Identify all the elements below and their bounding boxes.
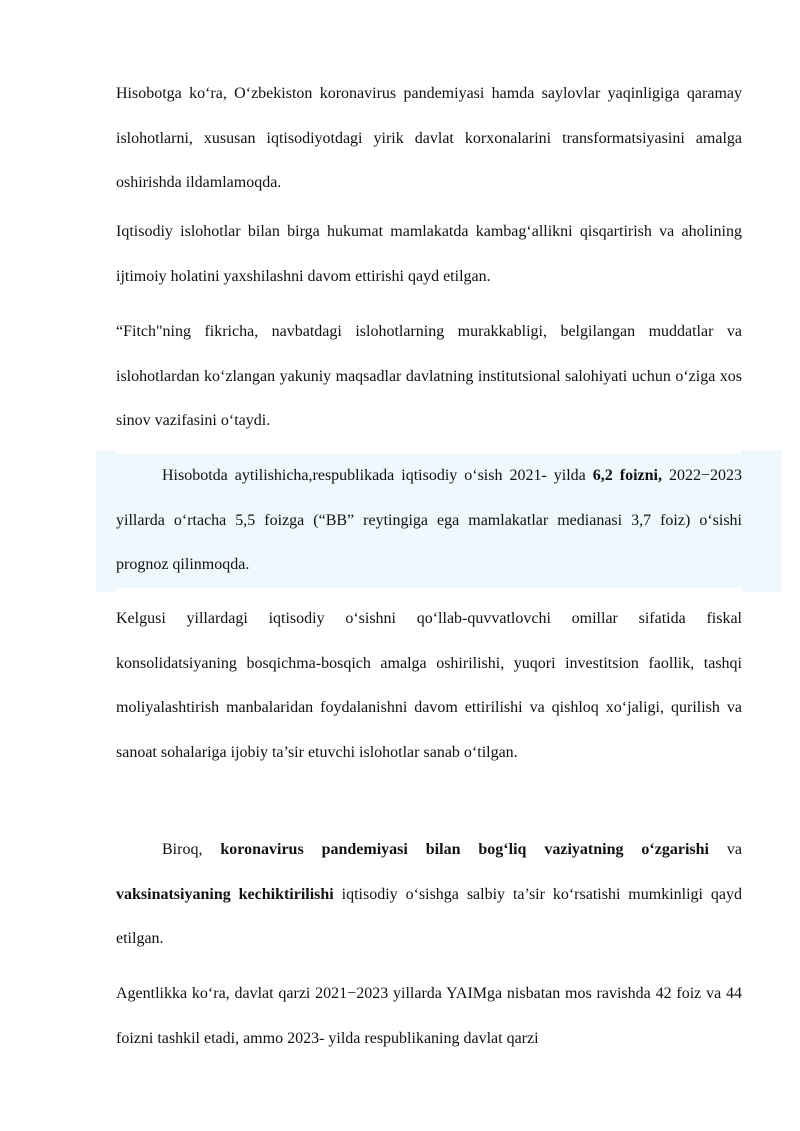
paragraph-risks: Biroq, koronavirus pandemiyasi bilan bog‘liq vaziyatning o‘zgarishi va vaksinatsiyaning kechiktirilishi iqtisodiy o‘sishga salbiy ta’sir ko‘rsatishi mumkinligi qayd etilgan.	[116, 841, 743, 947]
pandemic-risk-bold: koronavirus pandemiyasi bilan bog‘liq vaziyatning o‘zgarishi	[220, 841, 709, 858]
growth-figure-bold: 6,2 foizni,	[592, 467, 662, 484]
paragraph-report-overview: Hisobotga ko‘ra, O‘zbekiston koronavirus pandemiyasi hamda saylovlar yaqinligiga qaramay islohotlarni, xususan iqtisodiyotdagi yirik davlat korxonalarini transformatsiyasini amalga oshirishda ildamlamoqda.	[116, 85, 742, 191]
paragraph-economic-reforms: Iqtisodiy islohotlar bilan birga hukumat mamlakatda kambag‘allikni qisqartirish va aholining ijtimoiy holatini yaxshilashni davom ettirishi qayd etilgan.	[116, 223, 742, 285]
paragraph-growth-forecast: Hisobotda aytilishicha,respublikada iqtisodiy o‘sish 2021- yilda 6,2 foizni, 2022−2023 yillarda o‘rtacha 5,5 foizga (“BB” reytingiga ega mamlakatlar medianasi 3,7 foiz) o‘sishi prognoz qilinmoqda.	[116, 454, 742, 588]
vaccination-delay-bold: vaksinatsiyaning kechiktirilishi	[116, 885, 334, 903]
paragraph-public-debt: Agentlikka ko‘ra, davlat qarzi 2021−2023 yillarda YAIMga nisbatan mos ravishda 42 foiz va 44 foizni tashkil etadi, ammo 2023- yilda respublikaning davlat qarzi	[116, 985, 742, 1047]
paragraph-growth-factors: Kelgusi yillardagi iqtisodiy o‘sishni qo‘llab-quvvatlovchi omillar sifatida fiskal konsolidatsiyaning bosqichma-bosqich amalga oshirilishi, yuqori investitsion faollik, tashqi moliyalashtirish manbalaridan foydalanishni davom ettirilishi va qishloq xo‘jaligi, qurilish va sanoat sohalariga ijobiy ta’sir etuvchi islohotlar sanab o‘tilgan.	[116, 610, 742, 761]
paragraph-fitch-opinion: “Fitch"ning fikricha, navbatdagi islohotlarning murakkabligi, belgilangan muddatlar va islohotlardan ko‘zlangan yakuniy maqsadlar davlatning institutsional salohiyati uchun o‘ziga xos sinov vazifasini o‘taydi.	[116, 323, 742, 429]
